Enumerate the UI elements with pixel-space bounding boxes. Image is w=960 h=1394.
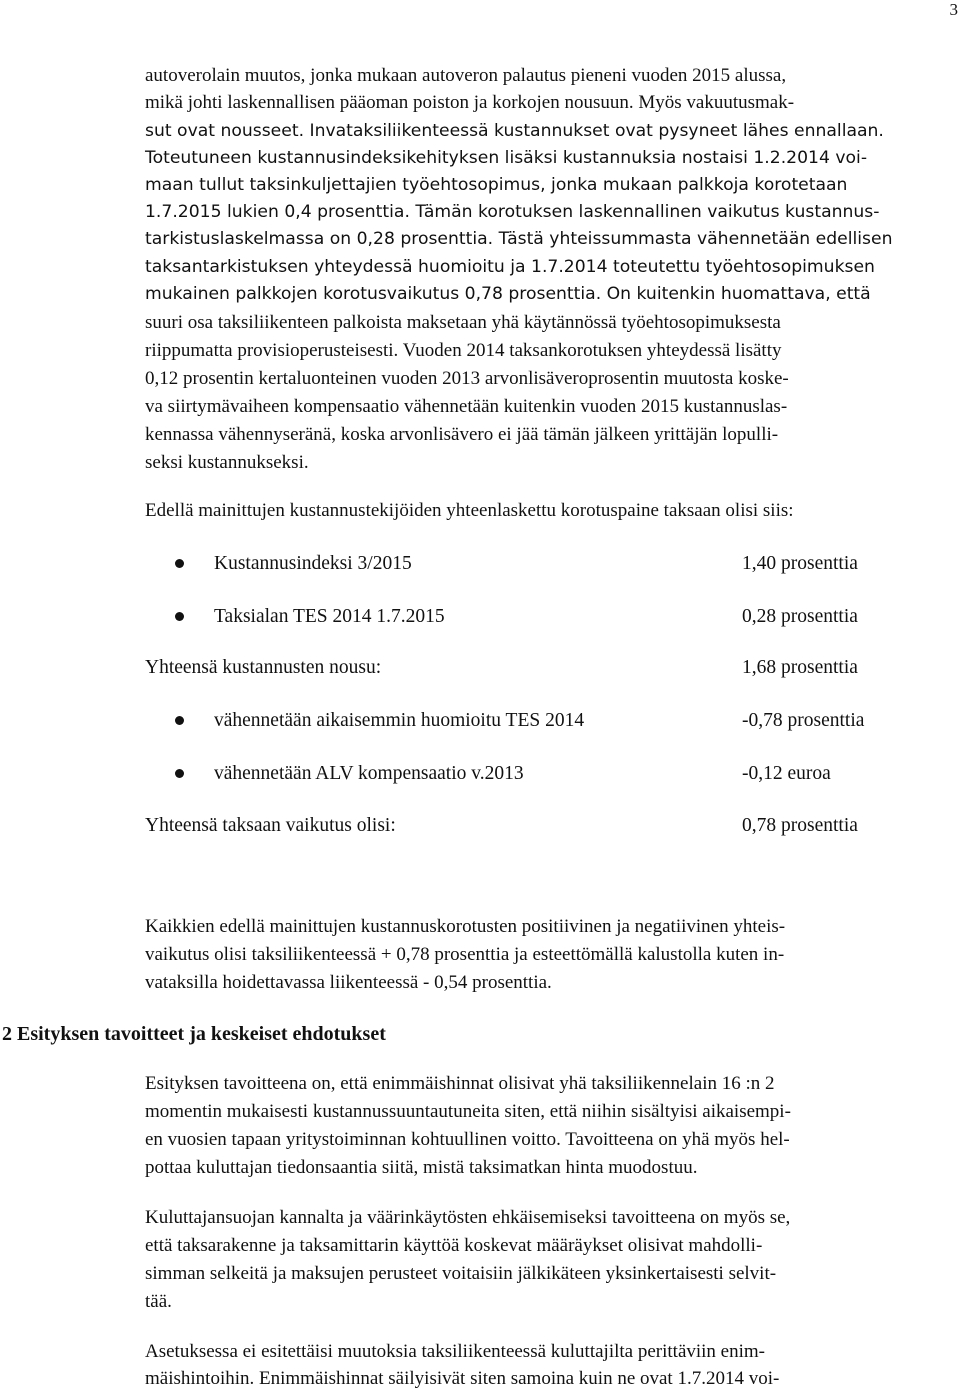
item-label: vähennetään ALV kompensaatio v.2013 xyxy=(214,763,524,784)
paragraph1-line: mikä johti laskennallisen pääoman poiston ja korkojen nousuun. Myös vakuutusmak- xyxy=(145,92,795,113)
paragraph1-line: 0,12 prosentin kertaluonteinen vuoden 2013 arvonlisäveroprosentin muutosta koske- xyxy=(145,368,789,389)
item-label: Kustannusindeksi 3/2015 xyxy=(214,553,412,574)
paragraph1-line: sut ovat nousseet. Invataksiliikenteessä kustannukset ovat pysyneet lähes ennallaan. xyxy=(145,121,884,141)
section-heading: 2 Esityksen tavoitteet ja keskeiset ehdotukset xyxy=(2,1023,386,1045)
paragraph5-line: mäishintoihin. Enimmäishinnat säilyisivät siten samoina kuin ne ovat 1.7.2014 voi- xyxy=(145,1368,780,1389)
paragraph1-line: maan tullut taksinkuljettajien työehtosopimus, jonka mukaan palkkoja korotetaan xyxy=(145,175,848,195)
paragraph2-line: Kaikkien edellä mainittujen kustannuskorotusten positiivinen ja negatiivinen yhteis- xyxy=(145,916,786,937)
paragraph1-line: Toteutuneen kustannusindeksikehityksen lisäksi kustannuksia nostaisi 1.2.2014 voi- xyxy=(145,148,868,168)
paragraph2-line: vaikutus olisi taksiliikenteessä + 0,78 prosenttia ja esteettömällä kalustolla kuten in- xyxy=(145,944,785,965)
item-value: 1,40 prosenttia xyxy=(742,553,858,574)
bullet-icon xyxy=(175,769,184,778)
paragraph1-line: kennassa vähennyseränä, koska arvonlisävero ei jää tämän jälkeen yrittäjän lopulli- xyxy=(145,424,779,445)
item-value: -0,78 prosenttia xyxy=(742,710,865,731)
paragraph1-line: suuri osa taksiliikenteen palkoista maksetaan yhä käytännössä työehtosopimuksesta xyxy=(145,312,781,333)
item-label: Yhteensä taksaan vaikutus olisi: xyxy=(145,815,396,836)
item-value: -0,12 euroa xyxy=(742,763,831,784)
bullet-icon xyxy=(175,559,184,568)
paragraph3-line: Esityksen tavoitteena on, että enimmäishinnat olisivat yhä taksiliikennelain 16 :n 2 xyxy=(145,1073,775,1094)
paragraph1-line: 1.7.2015 lukien 0,4 prosenttia. Tämän korotuksen laskennallinen vaikutus kustannus- xyxy=(145,202,880,222)
item-value: 0,78 prosenttia xyxy=(742,815,858,836)
paragraph3-line: pottaa kuluttajan tiedonsaantia siitä, mistä taksimatkan hinta muodostuu. xyxy=(145,1157,698,1178)
paragraph1-line: autoverolain muutos, jonka mukaan autoveron palautus pieneni vuoden 2015 alussa, xyxy=(145,65,787,86)
item-label: Yhteensä kustannusten nousu: xyxy=(145,657,382,678)
paragraph4-line: tää. xyxy=(145,1291,172,1312)
paragraph5-line: Asetuksessa ei esitettäisi muutoksia taksiliikenteessä kuluttajilta perittäviin enim- xyxy=(145,1341,766,1362)
bullet-icon xyxy=(175,612,184,621)
paragraph1-line: va siirtymävaiheen kompensaatio vähennetään kuitenkin vuoden 2015 kustannuslas- xyxy=(145,396,788,417)
paragraph3-line: en vuosien tapaan yritystoiminnan kohtuullinen voitto. Tavoitteena on yhä myös hel- xyxy=(145,1129,790,1150)
page-number: 3 xyxy=(949,0,958,19)
item-value: 0,28 prosenttia xyxy=(742,606,858,627)
paragraph4-line: Kuluttajansuojan kannalta ja väärinkäytösten ehkäisemiseksi tavoitteena on myös se, xyxy=(145,1207,791,1228)
paragraph1-line: taksantarkistuksen yhteydessä huomioitu ja 1.7.2014 toteutettu työehtosopimuksen xyxy=(145,257,875,277)
summary-intro: Edellä mainittujen kustannustekijöiden yhteenlaskettu korotuspaine taksaan olisi siis: xyxy=(145,500,794,521)
paragraph2-line: vataksilla hoidettavassa liikenteessä - 0,54 prosenttia. xyxy=(145,972,552,993)
item-value: 1,68 prosenttia xyxy=(742,657,858,678)
item-label: vähennetään aikaisemmin huomioitu TES 2014 xyxy=(214,710,585,731)
item-label: Taksialan TES 2014 1.7.2015 xyxy=(214,606,445,627)
paragraph1-line: mukainen palkkojen korotusvaikutus 0,78 prosenttia. On kuitenkin huomattava, että xyxy=(145,284,871,304)
paragraph1-line: riippumatta provisioperusteisesti. Vuoden 2014 taksankorotuksen yhteydessä lisätty xyxy=(145,340,782,361)
paragraph4-line: simman selkeitä ja maksujen perusteet voitaisiin jälkikäteen yksinkertaisesti selvit- xyxy=(145,1263,777,1284)
paragraph1-line: seksi kustannukseksi. xyxy=(145,452,309,473)
paragraph1-line: tarkistuslaskelmassa on 0,28 prosenttia. Tästä yhteissummasta vähennetään edellisen xyxy=(145,229,893,249)
bullet-icon xyxy=(175,716,184,725)
paragraph4-line: että taksarakenne ja taksamittarin käyttöä koskevat määräykset olisivat mahdolli- xyxy=(145,1235,763,1256)
paragraph3-line: momentin mukaisesti kustannussuuntautuneita siten, että niihin sisältyisi aikaisempi- xyxy=(145,1101,791,1122)
